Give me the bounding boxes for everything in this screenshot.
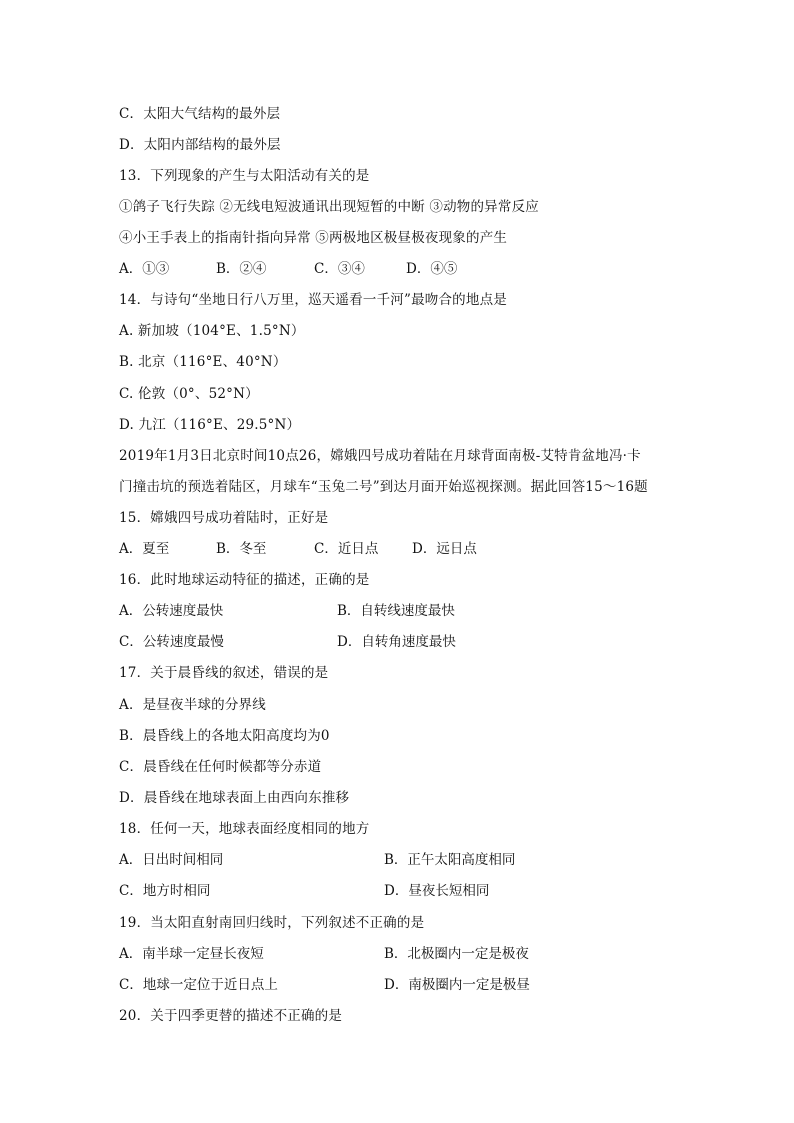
passage-line-1: 2019年1月3日北京时间10点26，嫦娥四号成功着陆在月球背面南极-艾特肯盆地冯·卡: [119, 448, 641, 464]
q13-option-b: B．②④: [216, 261, 267, 277]
q19-option-b: B．北极圈内一定是极夜: [384, 946, 529, 962]
q16-stem: 16．此时地球运动特征的描述，正确的是: [119, 572, 370, 588]
passage-line-2: 门撞击坑的预选着陆区，月球车“玉兔二号”到达月面开始巡视探测。据此回答15～16题: [119, 479, 648, 495]
q14-stem: 14．与诗句“坐地日行八万里，巡天遥看一千河”最吻合的地点是: [119, 292, 507, 308]
q14-option-c: C. 伦敦（0°、52°N）: [119, 386, 259, 402]
q16-option-a: A．公转速度最快: [119, 603, 224, 619]
q13-option-a: A．①③: [119, 261, 170, 277]
q15-option-c: C．近日点: [314, 541, 379, 557]
q15-option-a: A．夏至: [119, 541, 170, 557]
q13-items-row-1: ①鸽子飞行失踪 ②无线电短波通讯出现短暂的中断 ③动物的异常反应: [119, 199, 539, 215]
q14-option-b: B. 北京（116°E、40°N）: [119, 354, 287, 370]
q17-option-c: C．晨昏线在任何时候都等分赤道: [119, 759, 322, 775]
q15-stem: 15．嫦娥四号成功着陆时，正好是: [119, 510, 329, 526]
q19-stem: 19．当太阳直射南回归线时，下列叙述不正确的是: [119, 915, 425, 931]
q17-option-d: D．晨昏线在地球表面上由西向东推移: [119, 790, 350, 806]
q13-items-row-2: ④小王手表上的指南针指向异常 ⑤两极地区极昼极夜现象的产生: [119, 230, 508, 246]
q12-option-d: D．太阳内部结构的最外层: [119, 137, 281, 153]
q13-option-c: C．③④: [314, 261, 365, 277]
q18-stem: 18．任何一天，地球表面经度相同的地方: [119, 821, 370, 837]
q19-option-c: C．地球一定位于近日点上: [119, 977, 278, 993]
q17-option-b: B．晨昏线上的各地太阳高度均为0: [119, 728, 330, 744]
q17-stem: 17．关于晨昏线的叙述，错误的是: [119, 665, 329, 681]
q18-option-a: A．日出时间相同: [119, 852, 224, 868]
q18-option-b: B．正午太阳高度相同: [384, 852, 516, 868]
q13-stem: 13．下列现象的产生与太阳活动有关的是: [119, 168, 370, 184]
q16-option-c: C．公转速度最慢: [119, 634, 224, 650]
q17-option-a: A．是昼夜半球的分界线: [119, 697, 266, 713]
q18-option-c: C．地方时相同: [119, 883, 211, 899]
q18-option-d: D．昼夜长短相同: [384, 883, 490, 899]
q16-option-d: D．自转角速度最快: [337, 634, 456, 650]
q14-option-a: A. 新加坡（104°E、1.5°N）: [119, 323, 305, 339]
q14-option-d: D. 九江（116°E、29.5°N）: [119, 417, 301, 433]
q15-option-d: D．远日点: [412, 541, 477, 557]
q20-stem: 20．关于四季更替的描述不正确的是: [119, 1008, 343, 1024]
q19-option-a: A．南半球一定昼长夜短: [119, 946, 264, 962]
q15-option-b: B．冬至: [216, 541, 267, 557]
q16-option-b: B．自转线速度最快: [337, 603, 455, 619]
q19-option-d: D．南极圈内一定是极昼: [384, 977, 530, 993]
q12-option-c: C．太阳大气结构的最外层: [119, 106, 281, 122]
q13-option-d: D．④⑤: [406, 261, 458, 277]
